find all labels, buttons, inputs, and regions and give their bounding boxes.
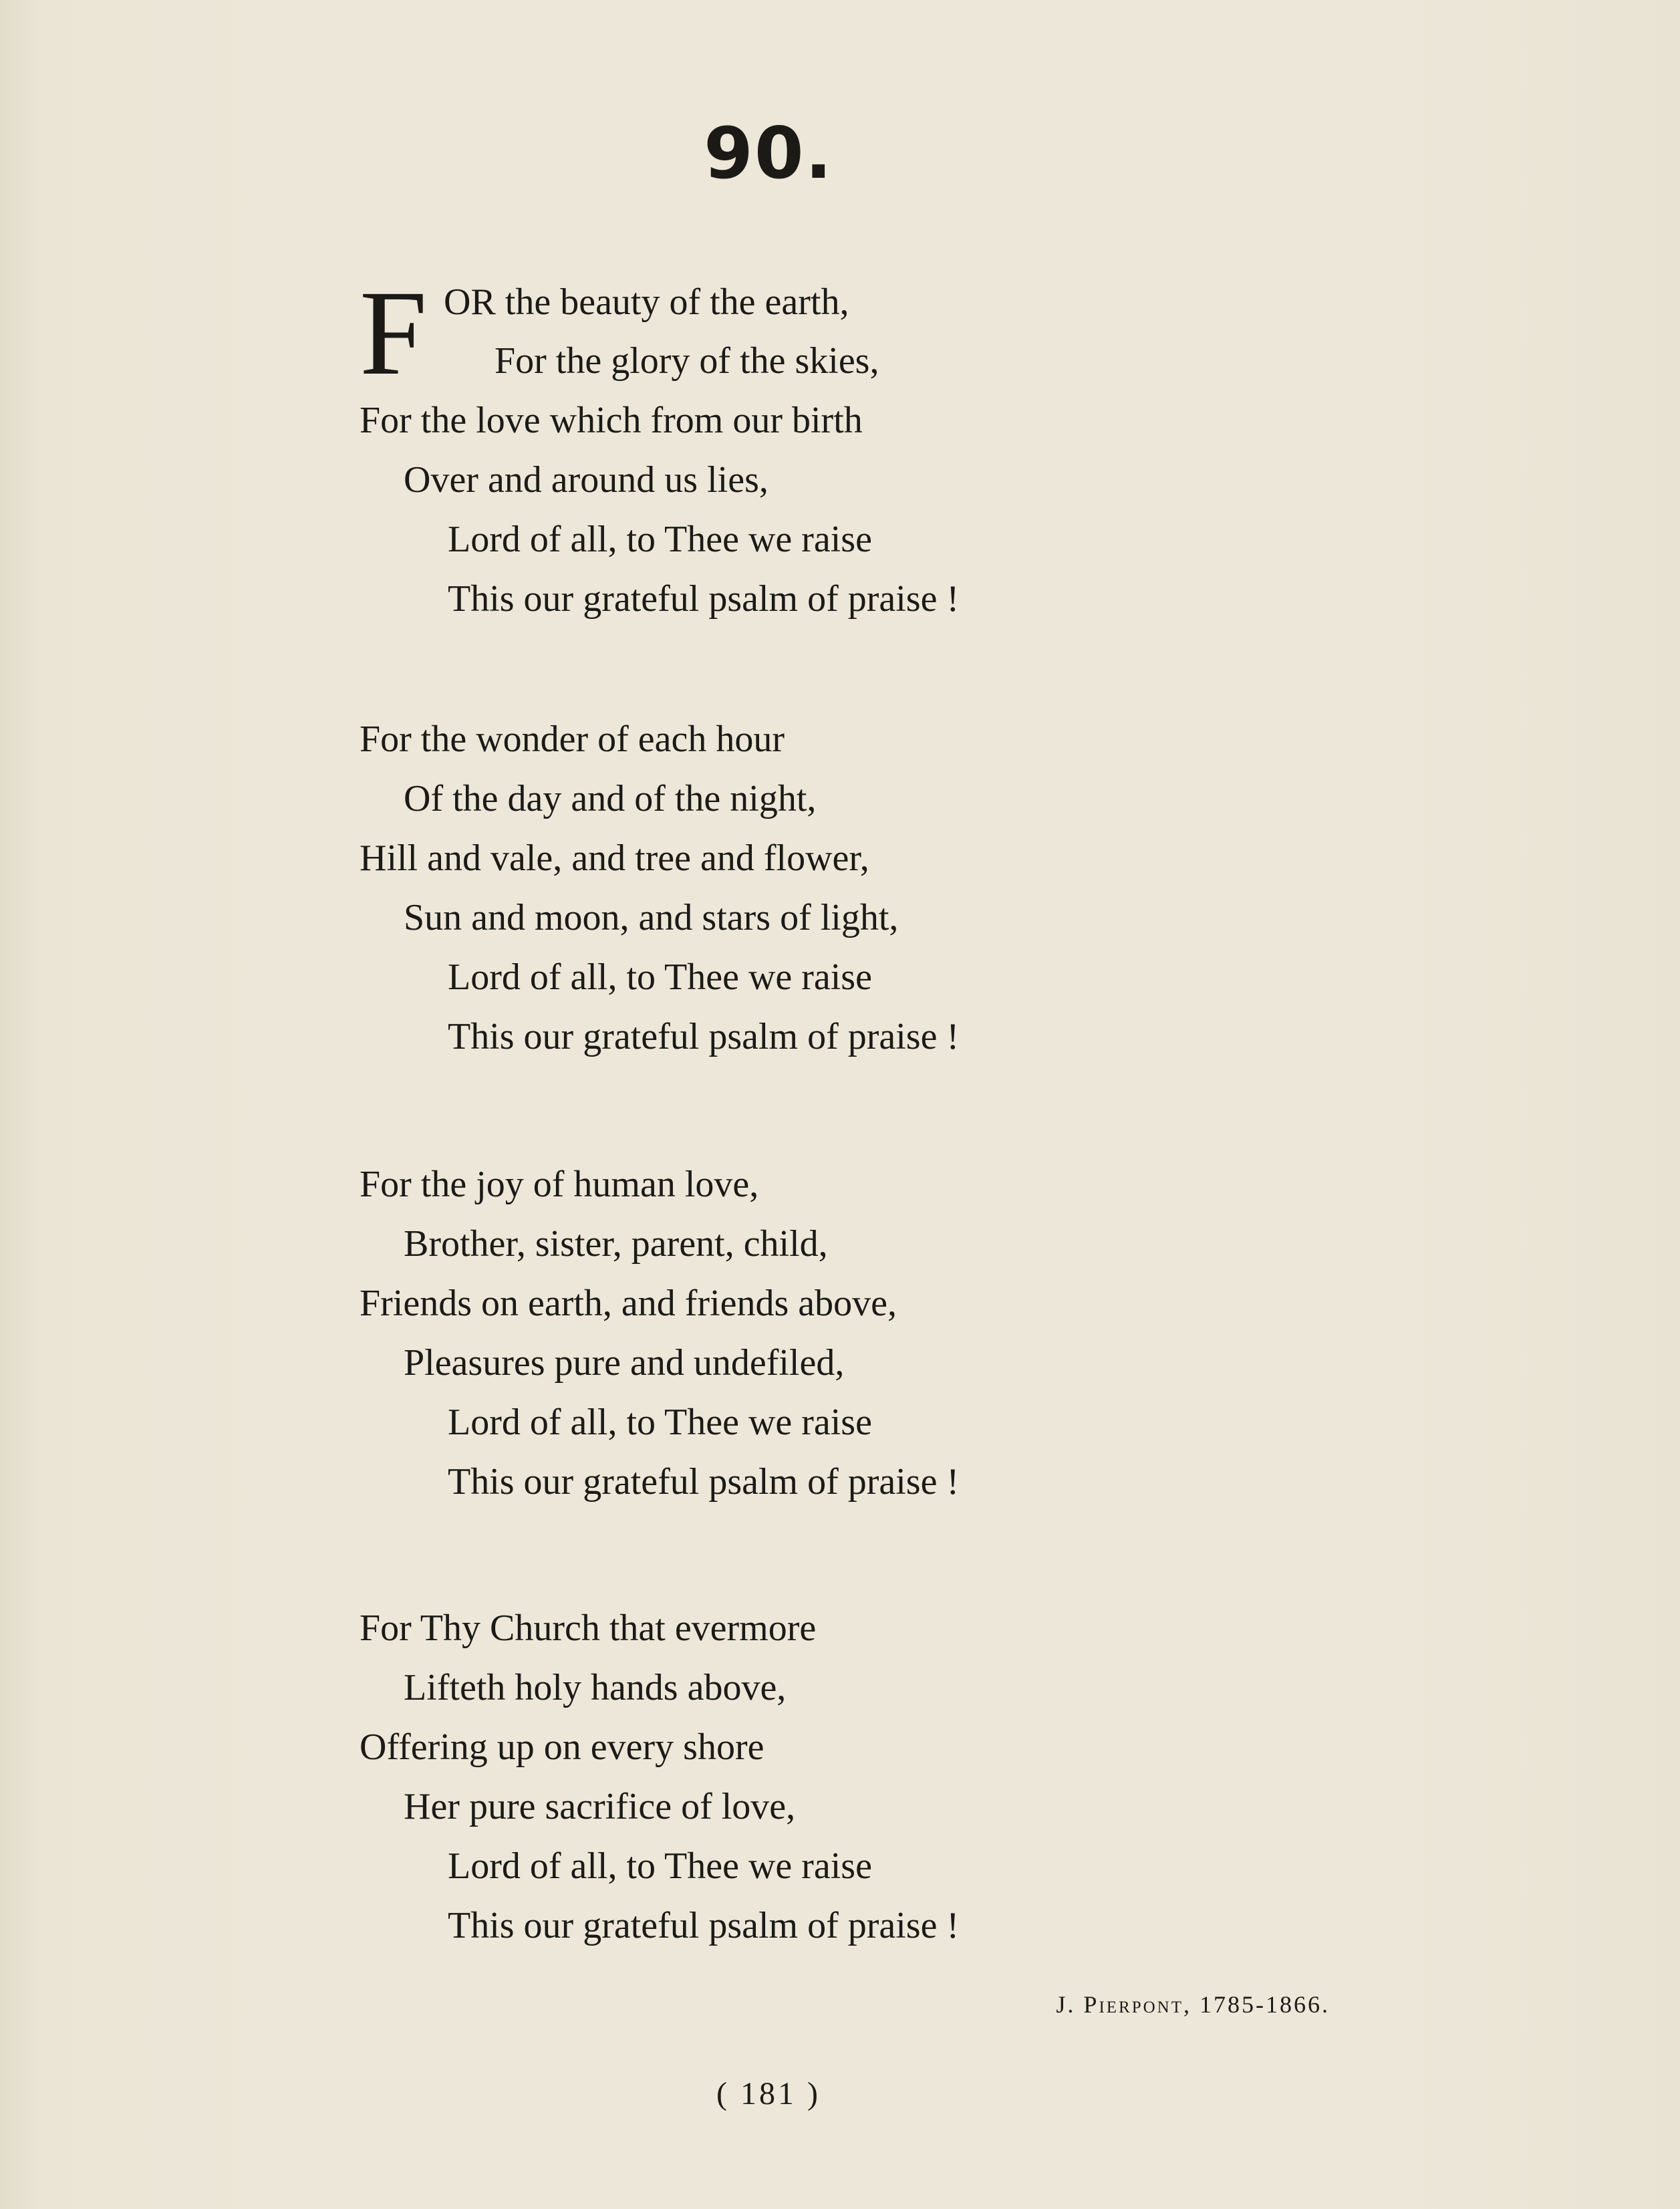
poem-line: Of the day and of the night, [404, 778, 817, 819]
poem-line: Lord of all, to Thee we raise [448, 1402, 872, 1443]
poem-line: OR the beauty of the earth, [444, 281, 849, 323]
poem-line: For the glory of the skies, [495, 340, 879, 382]
poem-line: For Thy Church that evermore [360, 1607, 817, 1649]
poem-line: Lord of all, to Thee we raise [448, 956, 872, 998]
poem-line: Brother, sister, parent, child, [404, 1223, 828, 1265]
poem-line: This our grateful psalm of praise ! [448, 578, 960, 620]
page-number: ( 181 ) [716, 2076, 821, 2111]
drop-cap: F [360, 266, 428, 400]
poem-line: This our grateful psalm of praise ! [448, 1461, 960, 1503]
hymn-number: 90. [704, 112, 833, 194]
poem-line: Sun and moon, and stars of light, [404, 897, 899, 938]
poem-line: This our grateful psalm of praise ! [448, 1016, 960, 1057]
poem-line: For the wonder of each hour [360, 719, 785, 760]
poem-line: Her pure sacrifice of love, [404, 1786, 796, 1827]
poem-line: This our grateful psalm of praise ! [448, 1905, 960, 1946]
poem-line: Hill and vale, and tree and flower, [360, 837, 869, 879]
poem-line: Lord of all, to Thee we raise [448, 1845, 872, 1887]
poem-line: Lifteth holy hands above, [404, 1667, 787, 1708]
poem-line: Friends on earth, and friends above, [360, 1283, 897, 1324]
poem-line: Over and around us lies, [404, 459, 768, 501]
poem-line: Pleasures pure and undefiled, [404, 1342, 845, 1384]
poem-line: For the joy of human love, [360, 1164, 759, 1205]
author-attribution: J. Pierpont, 1785-1866. [1056, 1991, 1330, 2018]
poem-line: For the love which from our birth [360, 400, 863, 441]
poem-line: Offering up on every shore [360, 1726, 764, 1768]
poem-line: Lord of all, to Thee we raise [448, 519, 872, 560]
